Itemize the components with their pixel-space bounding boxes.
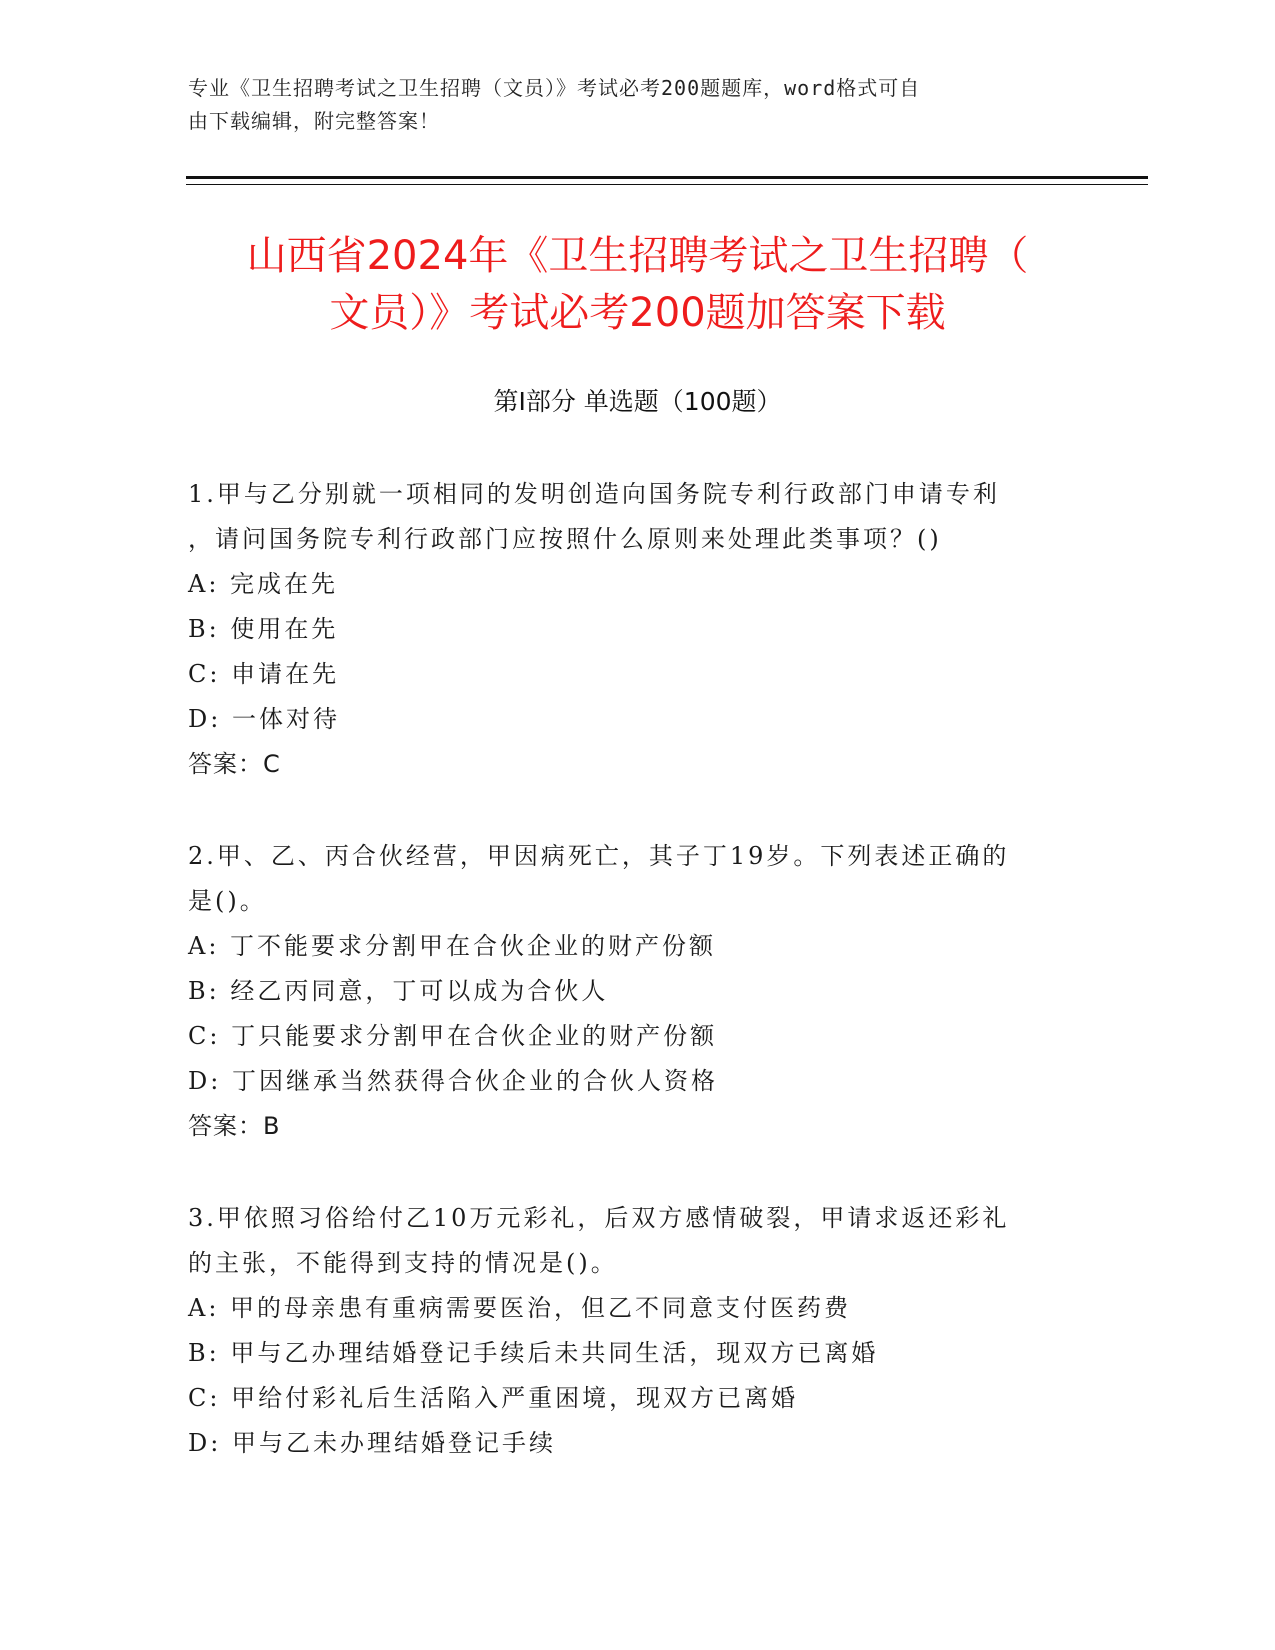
option-b: B: 使用在先 — [188, 615, 339, 643]
option-a: A: 丁不能要求分割甲在合伙企业的财产份额 — [188, 932, 717, 960]
option-d: D: 丁因继承当然获得合伙企业的合伙人资格 — [188, 1067, 718, 1095]
option-a: A: 甲的母亲患有重病需要医治，但乙不同意支付医药费 — [188, 1294, 852, 1322]
question-stem-line-1: 3.甲依照习俗给付乙10万元彩礼，后双方感情破裂，甲请求返还彩礼 — [188, 1204, 1010, 1232]
question-1 — [188, 472, 1088, 787]
option-c: C: 甲给付彩礼后生活陷入严重困境，现双方已离婚 — [188, 1384, 799, 1412]
option-c: C: 丁只能要求分割甲在合伙企业的财产份额 — [188, 1022, 718, 1050]
header-divider-thick — [186, 176, 1148, 179]
option-d: D: 甲与乙未办理结婚登记手续 — [188, 1429, 556, 1457]
answer: 答案：B — [188, 1112, 281, 1140]
header-note-line-2: 由下载编辑，附完整答案！ — [188, 109, 440, 133]
option-b: B: 经乙丙同意，丁可以成为合伙人 — [188, 977, 609, 1005]
document-title-line-1: 山西省2024年《卫生招聘考试之卫生招聘（ — [246, 233, 1029, 279]
question-2 — [188, 834, 1088, 1149]
option-b: B: 甲与乙办理结婚登记手续后未共同生活，现双方已离婚 — [188, 1339, 879, 1367]
question-stem-line-2: 是()。 — [188, 887, 267, 915]
question-stem-line-2: ，请问国务院专利行政部门应按照什么原则来处理此类事项？() — [188, 525, 942, 553]
section-title: 第I部分 单选题（100题） — [493, 387, 782, 416]
header-divider-thin — [186, 184, 1148, 185]
document-title-line-2: 文员）》考试必考200题加答案下载 — [329, 290, 946, 336]
question-3 — [188, 1196, 1088, 1466]
question-stem-line-1: 2.甲、乙、丙合伙经营，甲因病死亡，其子丁19岁。下列表述正确的 — [188, 842, 1010, 870]
question-stem-line-1: 1.甲与乙分别就一项相同的发明创造向国务院专利行政部门申请专利 — [188, 480, 1000, 508]
option-c: C: 申请在先 — [188, 660, 340, 688]
header-note-line-1: 专业《卫生招聘考试之卫生招聘（文员）》考试必考200题题库，word格式可自 — [188, 76, 921, 100]
option-a: A: 完成在先 — [188, 570, 339, 598]
answer: 答案：C — [188, 750, 281, 778]
header-note — [188, 72, 1068, 138]
document-title — [150, 228, 1125, 342]
question-stem-line-2: 的主张，不能得到支持的情况是()。 — [188, 1249, 618, 1277]
option-d: D: 一体对待 — [188, 705, 340, 733]
